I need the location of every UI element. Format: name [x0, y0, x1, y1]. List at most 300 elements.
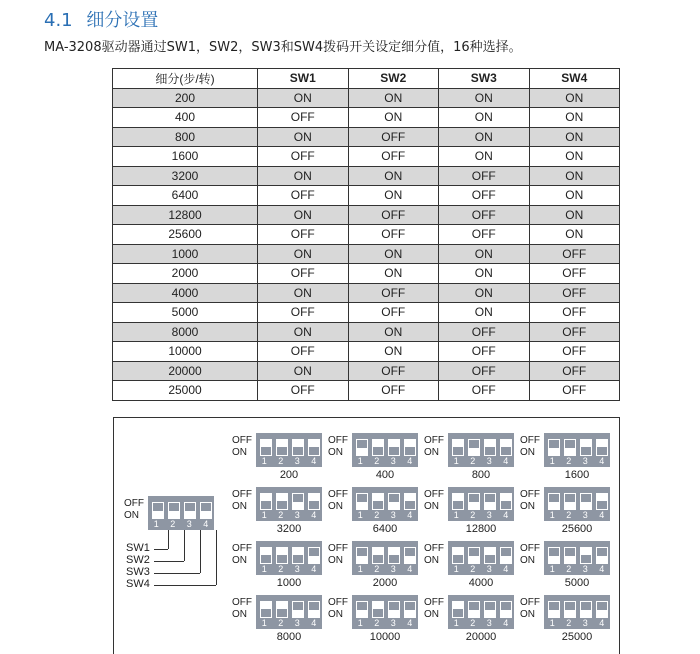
- switch-lever: [309, 548, 319, 556]
- switch-number: 3: [390, 564, 396, 574]
- setting-value: 25600: [561, 523, 593, 535]
- dip-switch-setting: [232, 433, 324, 483]
- table-row: [113, 361, 620, 381]
- switch-number: 4: [407, 618, 413, 628]
- switch-number: 2: [470, 618, 476, 628]
- switch-slot-4: [500, 601, 512, 618]
- dip-switch-setting: [520, 433, 612, 483]
- switch-number: 1: [357, 456, 363, 466]
- switch-slot-2: [564, 547, 576, 564]
- leader-line: [168, 530, 169, 549]
- switch-numbers: [352, 510, 418, 520]
- off-label: OFF: [520, 543, 540, 554]
- switch-lever: [581, 494, 591, 502]
- switch-state-cell: ON: [439, 127, 530, 147]
- switch-slot-3: [580, 601, 592, 618]
- switch-state-cell: OFF: [439, 361, 530, 381]
- switch-state-cell: OFF: [258, 342, 349, 362]
- switch-state-cell: OFF: [529, 322, 620, 342]
- table-row: [113, 127, 620, 147]
- switch-state-cell: ON: [348, 322, 439, 342]
- switch-state-cell: ON: [529, 225, 620, 245]
- switch-slot-1: [548, 601, 560, 618]
- switch-slot-2: [372, 439, 384, 456]
- switch-number: 2: [278, 456, 284, 466]
- switch-state-cell: ON: [348, 186, 439, 206]
- switch-lever: [357, 602, 367, 610]
- switch-slot-1: [260, 601, 272, 618]
- switch-state-cell: OFF: [439, 342, 530, 362]
- microstep-cell: 25600: [113, 225, 258, 245]
- switch-numbers: [256, 510, 322, 520]
- off-label: OFF: [328, 489, 348, 500]
- switch-body: [256, 487, 322, 521]
- off-label: OFF: [232, 489, 252, 500]
- switch-state-cell: OFF: [439, 166, 530, 186]
- switch-slot-4: [404, 493, 416, 510]
- switch-lever: [293, 494, 303, 502]
- switch-state-cell: OFF: [439, 225, 530, 245]
- setting-value: 3200: [276, 523, 302, 535]
- switch-lever: [501, 548, 511, 556]
- switch-state-cell: ON: [258, 166, 349, 186]
- switch-slot-3: [292, 547, 304, 564]
- switch-lever: [293, 602, 303, 610]
- table-row: [113, 244, 620, 264]
- switch-state-cell: ON: [529, 127, 620, 147]
- switch-number: 4: [599, 510, 605, 520]
- switch-number: 3: [390, 510, 396, 520]
- switch-number: 4: [203, 519, 209, 529]
- switch-number: 4: [503, 456, 509, 466]
- switch-body: [544, 433, 610, 467]
- microstep-cell: 20000: [113, 361, 258, 381]
- switch-slot-1: [260, 547, 272, 564]
- switch-state-cell: OFF: [529, 264, 620, 284]
- switch-state-cell: OFF: [258, 108, 349, 128]
- switch-slot-3: [580, 493, 592, 510]
- switch-slot-4: [308, 601, 320, 618]
- dip-switch-setting: [424, 433, 516, 483]
- switch-lever: [565, 494, 575, 502]
- switch-number: 4: [311, 564, 317, 574]
- off-label: OFF: [124, 498, 144, 509]
- table-row: [113, 264, 620, 284]
- column-header-sw2: SW2: [348, 69, 439, 89]
- switch-lever: [389, 555, 399, 563]
- switch-slot-4: [500, 439, 512, 456]
- switch-lever: [389, 447, 399, 455]
- switch-lever: [373, 609, 383, 617]
- switch-slot-2: [564, 439, 576, 456]
- switch-state-cell: OFF: [529, 303, 620, 323]
- switch-state-cell: ON: [529, 205, 620, 225]
- switch-slot-1: [548, 547, 560, 564]
- switch-lever: [277, 447, 287, 455]
- switch-number: 2: [278, 564, 284, 574]
- leader-line: [154, 549, 168, 550]
- off-label: OFF: [424, 435, 444, 446]
- microstep-cell: 8000: [113, 322, 258, 342]
- switch-lever: [389, 494, 399, 502]
- switch-number: 2: [374, 564, 380, 574]
- switch-numbers: [448, 564, 514, 574]
- switch-number: 3: [582, 510, 588, 520]
- switch-numbers: [256, 456, 322, 466]
- microstep-cell: 800: [113, 127, 258, 147]
- switch-state-cell: ON: [258, 283, 349, 303]
- switch-slot-4: [596, 439, 608, 456]
- switch-number: 2: [566, 510, 572, 520]
- off-label: OFF: [424, 597, 444, 608]
- switch-state-cell: OFF: [529, 381, 620, 401]
- switch-lever: [261, 555, 271, 563]
- setting-value: 200: [279, 469, 299, 481]
- switch-slot-3: [292, 601, 304, 618]
- switch-slot-3: [292, 493, 304, 510]
- switch-lever: [485, 494, 495, 502]
- switch-lever: [549, 494, 559, 502]
- switch-number: 1: [453, 510, 459, 520]
- switch-number: 3: [582, 456, 588, 466]
- switch-number: 2: [566, 564, 572, 574]
- switch-slot-1: [452, 547, 464, 564]
- switch-lever: [261, 447, 271, 455]
- switch-slot-4: [596, 493, 608, 510]
- on-label: ON: [424, 501, 439, 512]
- switch-slot-1: [548, 493, 560, 510]
- section-heading: [44, 6, 158, 32]
- microstep-cell: 12800: [113, 205, 258, 225]
- switch-lever: [565, 440, 575, 448]
- switch-state-cell: ON: [348, 244, 439, 264]
- switch-lever: [293, 555, 303, 563]
- microstep-cell: 2000: [113, 264, 258, 284]
- switch-slot-3: [388, 601, 400, 618]
- switch-state-cell: ON: [529, 147, 620, 167]
- off-label: OFF: [520, 489, 540, 500]
- switch-slot-1: [356, 439, 368, 456]
- switch-number: 2: [566, 618, 572, 628]
- switch-body: [448, 541, 514, 575]
- switch-slot-4: [596, 601, 608, 618]
- switch-number: 2: [470, 510, 476, 520]
- switch-slot-2: [276, 439, 288, 456]
- switch-state-cell: OFF: [529, 244, 620, 264]
- dip-switch-diagram: [113, 417, 620, 654]
- switch-state-cell: OFF: [258, 381, 349, 401]
- switch-slot-4: [500, 547, 512, 564]
- switch-number: 3: [582, 564, 588, 574]
- switch-number: 1: [453, 564, 459, 574]
- switch-numbers: [352, 564, 418, 574]
- intro-text: MA-3208驱动器通过SW1，SW2，SW3和SW4拨码开关设定细分值，16种选择。: [44, 40, 522, 55]
- microstep-cell: 3200: [113, 166, 258, 186]
- switch-numbers: [544, 618, 610, 628]
- switch-body: [448, 433, 514, 467]
- switch-lever: [469, 440, 479, 448]
- off-label: OFF: [520, 435, 540, 446]
- switch-number: 3: [582, 618, 588, 628]
- switch-number: 1: [549, 564, 555, 574]
- switch-lever: [565, 548, 575, 556]
- switch-number: 3: [390, 456, 396, 466]
- switch-number: 2: [374, 510, 380, 520]
- switch-number: 4: [599, 456, 605, 466]
- switch-state-cell: OFF: [439, 381, 530, 401]
- switch-lever: [405, 501, 415, 509]
- switch-state-cell: OFF: [348, 205, 439, 225]
- off-label: OFF: [328, 543, 348, 554]
- microstep-table: [112, 68, 620, 401]
- switch-state-cell: ON: [258, 322, 349, 342]
- switch-lever: [277, 609, 287, 617]
- switch-state-cell: ON: [348, 88, 439, 108]
- switch-slot-1: [356, 493, 368, 510]
- on-label: ON: [328, 609, 343, 620]
- dip-switch-setting: [328, 433, 420, 483]
- table-row: [113, 88, 620, 108]
- switch-state-cell: ON: [348, 108, 439, 128]
- switch-number: 4: [599, 618, 605, 628]
- dip-switch-setting: [520, 541, 612, 591]
- switch-slot-4: [596, 547, 608, 564]
- switch-number: 4: [407, 510, 413, 520]
- table-row: [113, 225, 620, 245]
- off-label: OFF: [328, 597, 348, 608]
- switch-lever: [405, 548, 415, 556]
- switch-number: 2: [470, 456, 476, 466]
- switch-number: 4: [407, 456, 413, 466]
- switch-state-cell: ON: [439, 108, 530, 128]
- switch-lever: [261, 609, 271, 617]
- legend-label-sw4: SW4: [126, 578, 150, 590]
- switch-state-cell: ON: [258, 205, 349, 225]
- dip-switch-setting: [520, 595, 612, 645]
- switch-slot-1: [356, 547, 368, 564]
- switch-lever: [309, 501, 319, 509]
- column-header-sw4: SW4: [529, 69, 620, 89]
- switch-lever: [373, 447, 383, 455]
- switch-body: [256, 595, 322, 629]
- switch-state-cell: ON: [348, 342, 439, 362]
- switch-state-cell: ON: [529, 186, 620, 206]
- switch-state-cell: OFF: [258, 264, 349, 284]
- switch-lever: [469, 494, 479, 502]
- switch-slot-2: [468, 547, 480, 564]
- switch-lever: [597, 447, 607, 455]
- section-number: 4.1: [44, 10, 73, 31]
- switch-number: 4: [503, 564, 509, 574]
- switch-slot-2: [372, 493, 384, 510]
- switch-number: 2: [278, 510, 284, 520]
- on-label: ON: [520, 447, 535, 458]
- switch-lever: [549, 548, 559, 556]
- on-label: ON: [232, 609, 247, 620]
- switch-lever: [597, 548, 607, 556]
- on-label: ON: [328, 501, 343, 512]
- switch-body: [544, 541, 610, 575]
- switch-number: 3: [390, 618, 396, 628]
- switch-number: 1: [549, 618, 555, 628]
- switch-state-cell: ON: [529, 166, 620, 186]
- switch-lever: [357, 440, 367, 448]
- switch-slot-2: [468, 439, 480, 456]
- switch-slot-4: [404, 439, 416, 456]
- microstep-cell: 200: [113, 88, 258, 108]
- switch-lever: [389, 602, 399, 610]
- switch-state-cell: OFF: [348, 147, 439, 167]
- switch-slot-2: [468, 601, 480, 618]
- switch-lever: [169, 503, 179, 511]
- leader-line: [216, 530, 217, 585]
- switch-numbers: [544, 564, 610, 574]
- switch-slot-3: [580, 547, 592, 564]
- switch-lever: [201, 503, 211, 511]
- switch-lever: [581, 555, 591, 563]
- switch-slot-1: [452, 439, 464, 456]
- switch-slot-2: [276, 493, 288, 510]
- table-row: [113, 303, 620, 323]
- switch-lever: [549, 602, 559, 610]
- on-label: ON: [328, 555, 343, 566]
- switch-body: [352, 595, 418, 629]
- switch-state-cell: OFF: [258, 225, 349, 245]
- switch-lever: [357, 494, 367, 502]
- dip-switch-setting: [232, 487, 324, 537]
- switch-body: [256, 433, 322, 467]
- section-title: 细分设置: [86, 10, 159, 31]
- table-row: [113, 342, 620, 362]
- switch-slot-2: [468, 493, 480, 510]
- table-row: [113, 205, 620, 225]
- leader-line: [154, 573, 200, 574]
- switch-state-cell: ON: [348, 166, 439, 186]
- switch-lever: [453, 447, 463, 455]
- switch-numbers: [148, 519, 214, 529]
- microstep-cell: 400: [113, 108, 258, 128]
- switch-number: 3: [294, 618, 300, 628]
- on-label: ON: [520, 555, 535, 566]
- switch-lever: [565, 602, 575, 610]
- dip-switch-setting: [424, 487, 516, 537]
- on-label: ON: [124, 510, 139, 521]
- on-label: ON: [520, 501, 535, 512]
- switch-number: 3: [294, 456, 300, 466]
- switch-body: [352, 487, 418, 521]
- switch-state-cell: ON: [529, 108, 620, 128]
- switch-state-cell: OFF: [439, 205, 530, 225]
- on-label: ON: [520, 609, 535, 620]
- switch-state-cell: OFF: [348, 225, 439, 245]
- switch-number: 1: [357, 618, 363, 628]
- switch-lever: [405, 447, 415, 455]
- dip-switch-setting: [328, 595, 420, 645]
- switch-slot-2: [564, 601, 576, 618]
- switch-lever: [581, 602, 591, 610]
- switch-lever: [453, 501, 463, 509]
- microstep-cell: 6400: [113, 186, 258, 206]
- switch-number: 1: [153, 519, 159, 529]
- switch-state-cell: ON: [348, 264, 439, 284]
- switch-number: 4: [407, 564, 413, 574]
- setting-value: 25000: [561, 631, 593, 643]
- switch-number: 2: [470, 564, 476, 574]
- switch-lever: [373, 501, 383, 509]
- dip-switch-setting: [232, 541, 324, 591]
- switch-lever: [357, 548, 367, 556]
- switch-number: 4: [311, 510, 317, 520]
- column-header-sw1: SW1: [258, 69, 349, 89]
- switch-body: [544, 487, 610, 521]
- switch-number: 3: [186, 519, 192, 529]
- switch-slot-3: [484, 601, 496, 618]
- legend-label-sw3: SW3: [126, 566, 150, 578]
- switch-slot-2: [276, 547, 288, 564]
- switch-body: [352, 433, 418, 467]
- switch-slot-2: [564, 493, 576, 510]
- table-row: [113, 283, 620, 303]
- switch-number: 2: [278, 618, 284, 628]
- switch-numbers: [352, 618, 418, 628]
- switch-body: [448, 595, 514, 629]
- switch-lever: [501, 501, 511, 509]
- leader-line: [154, 585, 216, 586]
- switch-lever: [185, 503, 195, 511]
- dip-switch-setting: [520, 487, 612, 537]
- switch-lever: [469, 548, 479, 556]
- legend-label-sw2: SW2: [126, 554, 150, 566]
- switch-lever: [153, 503, 163, 511]
- switch-slot-3: [388, 547, 400, 564]
- switch-state-cell: ON: [439, 303, 530, 323]
- setting-value: 10000: [369, 631, 401, 643]
- switch-state-cell: ON: [258, 361, 349, 381]
- leader-line: [184, 530, 185, 561]
- setting-value: 400: [375, 469, 395, 481]
- setting-value: 4000: [468, 577, 494, 589]
- switch-number: 3: [294, 510, 300, 520]
- switch-number: 1: [357, 564, 363, 574]
- setting-value: 5000: [564, 577, 590, 589]
- table-row: [113, 108, 620, 128]
- switch-lever: [453, 555, 463, 563]
- switch-lever: [581, 447, 591, 455]
- switch-slot-4: [308, 493, 320, 510]
- setting-value: 12800: [465, 523, 497, 535]
- switch-number: 3: [486, 618, 492, 628]
- dip-switch-setting: [232, 595, 324, 645]
- dip-switch-setting: [424, 541, 516, 591]
- microstep-cell: 5000: [113, 303, 258, 323]
- switch-slot-2: [168, 502, 180, 519]
- switch-slot-4: [308, 547, 320, 564]
- switch-slot-4: [404, 547, 416, 564]
- switch-lever: [309, 447, 319, 455]
- switch-slot-3: [484, 547, 496, 564]
- switch-slot-4: [404, 601, 416, 618]
- switch-state-cell: OFF: [439, 186, 530, 206]
- setting-value: 800: [471, 469, 491, 481]
- switch-lever: [277, 555, 287, 563]
- switch-slot-3: [184, 502, 196, 519]
- switch-state-cell: ON: [439, 264, 530, 284]
- switch-lever: [485, 602, 495, 610]
- microstep-cell: 1000: [113, 244, 258, 264]
- setting-value: 1600: [564, 469, 590, 481]
- off-label: OFF: [520, 597, 540, 608]
- switch-body: [544, 595, 610, 629]
